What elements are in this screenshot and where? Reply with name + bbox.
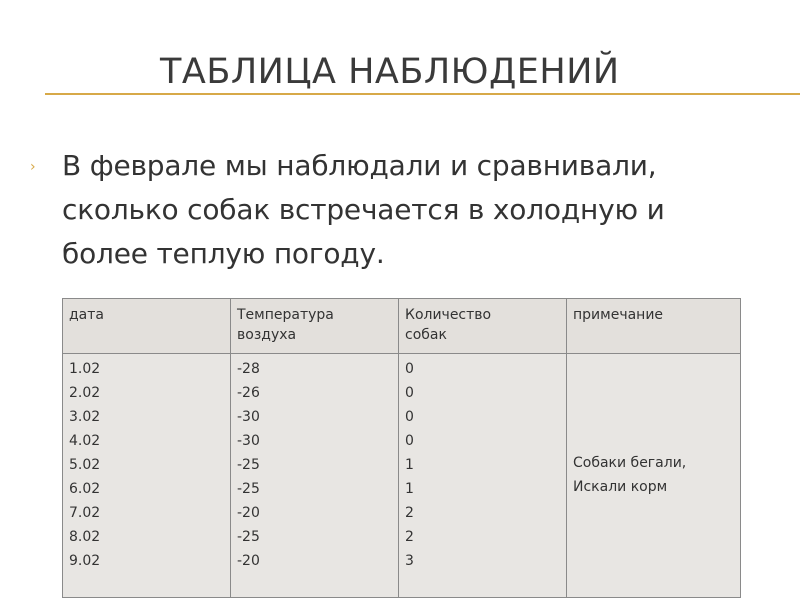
paragraph-line: более теплую погоду.	[62, 237, 385, 270]
table-header-row	[63, 299, 741, 354]
header-line: воздуха	[237, 327, 297, 343]
header-dog-count	[399, 299, 567, 354]
temperature-value: -25	[237, 481, 260, 497]
date-value: 1.02	[69, 361, 101, 377]
date-value: 5.02	[69, 457, 101, 473]
dog-count-value: 1	[405, 481, 414, 497]
header-note	[567, 299, 741, 354]
temperature-value: -26	[237, 385, 260, 401]
dog-count-value: 2	[405, 529, 414, 545]
note-line: Собаки бегали,	[573, 455, 687, 471]
paragraph-line: В феврале мы наблюдали и сравнивали,	[62, 149, 657, 182]
dog-count-value: 0	[405, 409, 414, 425]
date-value: 6.02	[69, 481, 101, 497]
bullet-paragraph	[62, 144, 762, 276]
title-underline	[45, 93, 800, 95]
dog-count-value: 1	[405, 457, 414, 473]
date-value: 9.02	[69, 553, 101, 569]
date-value: 3.02	[69, 409, 101, 425]
header-line: дата	[69, 307, 104, 323]
cell-temperatures	[231, 354, 399, 598]
table-row	[63, 354, 741, 598]
dog-count-value: 3	[405, 553, 414, 569]
temperature-value: -25	[237, 529, 260, 545]
temperature-value: -20	[237, 505, 260, 521]
date-value: 4.02	[69, 433, 101, 449]
header-line: примечание	[573, 307, 664, 323]
header-line: собак	[405, 327, 447, 343]
bullet-icon: ›	[30, 159, 36, 175]
dog-count-value: 0	[405, 433, 414, 449]
dog-count-value: 2	[405, 505, 414, 521]
date-value: 2.02	[69, 385, 101, 401]
header-temperature	[231, 299, 399, 354]
temperature-value: -25	[237, 457, 260, 473]
temperature-value: -20	[237, 553, 260, 569]
temperature-value: -28	[237, 361, 260, 377]
note-line: Искали корм	[573, 479, 668, 495]
dog-count-value: 0	[405, 385, 414, 401]
temperature-value: -30	[237, 433, 260, 449]
header-line: Количество	[405, 307, 492, 323]
header-date	[63, 299, 231, 354]
cell-dog-counts	[399, 354, 567, 598]
paragraph-line: сколько собак встречается в холодную и	[62, 193, 665, 226]
cell-dates	[63, 354, 231, 598]
header-line: Температура	[237, 307, 334, 323]
date-value: 7.02	[69, 505, 101, 521]
dog-count-value: 0	[405, 361, 414, 377]
cell-note	[567, 354, 741, 598]
observation-table	[62, 298, 741, 598]
temperature-value: -30	[237, 409, 260, 425]
date-value: 8.02	[69, 529, 101, 545]
slide-title: ТАБЛИЦА НАБЛЮДЕНИЙ	[160, 52, 620, 92]
